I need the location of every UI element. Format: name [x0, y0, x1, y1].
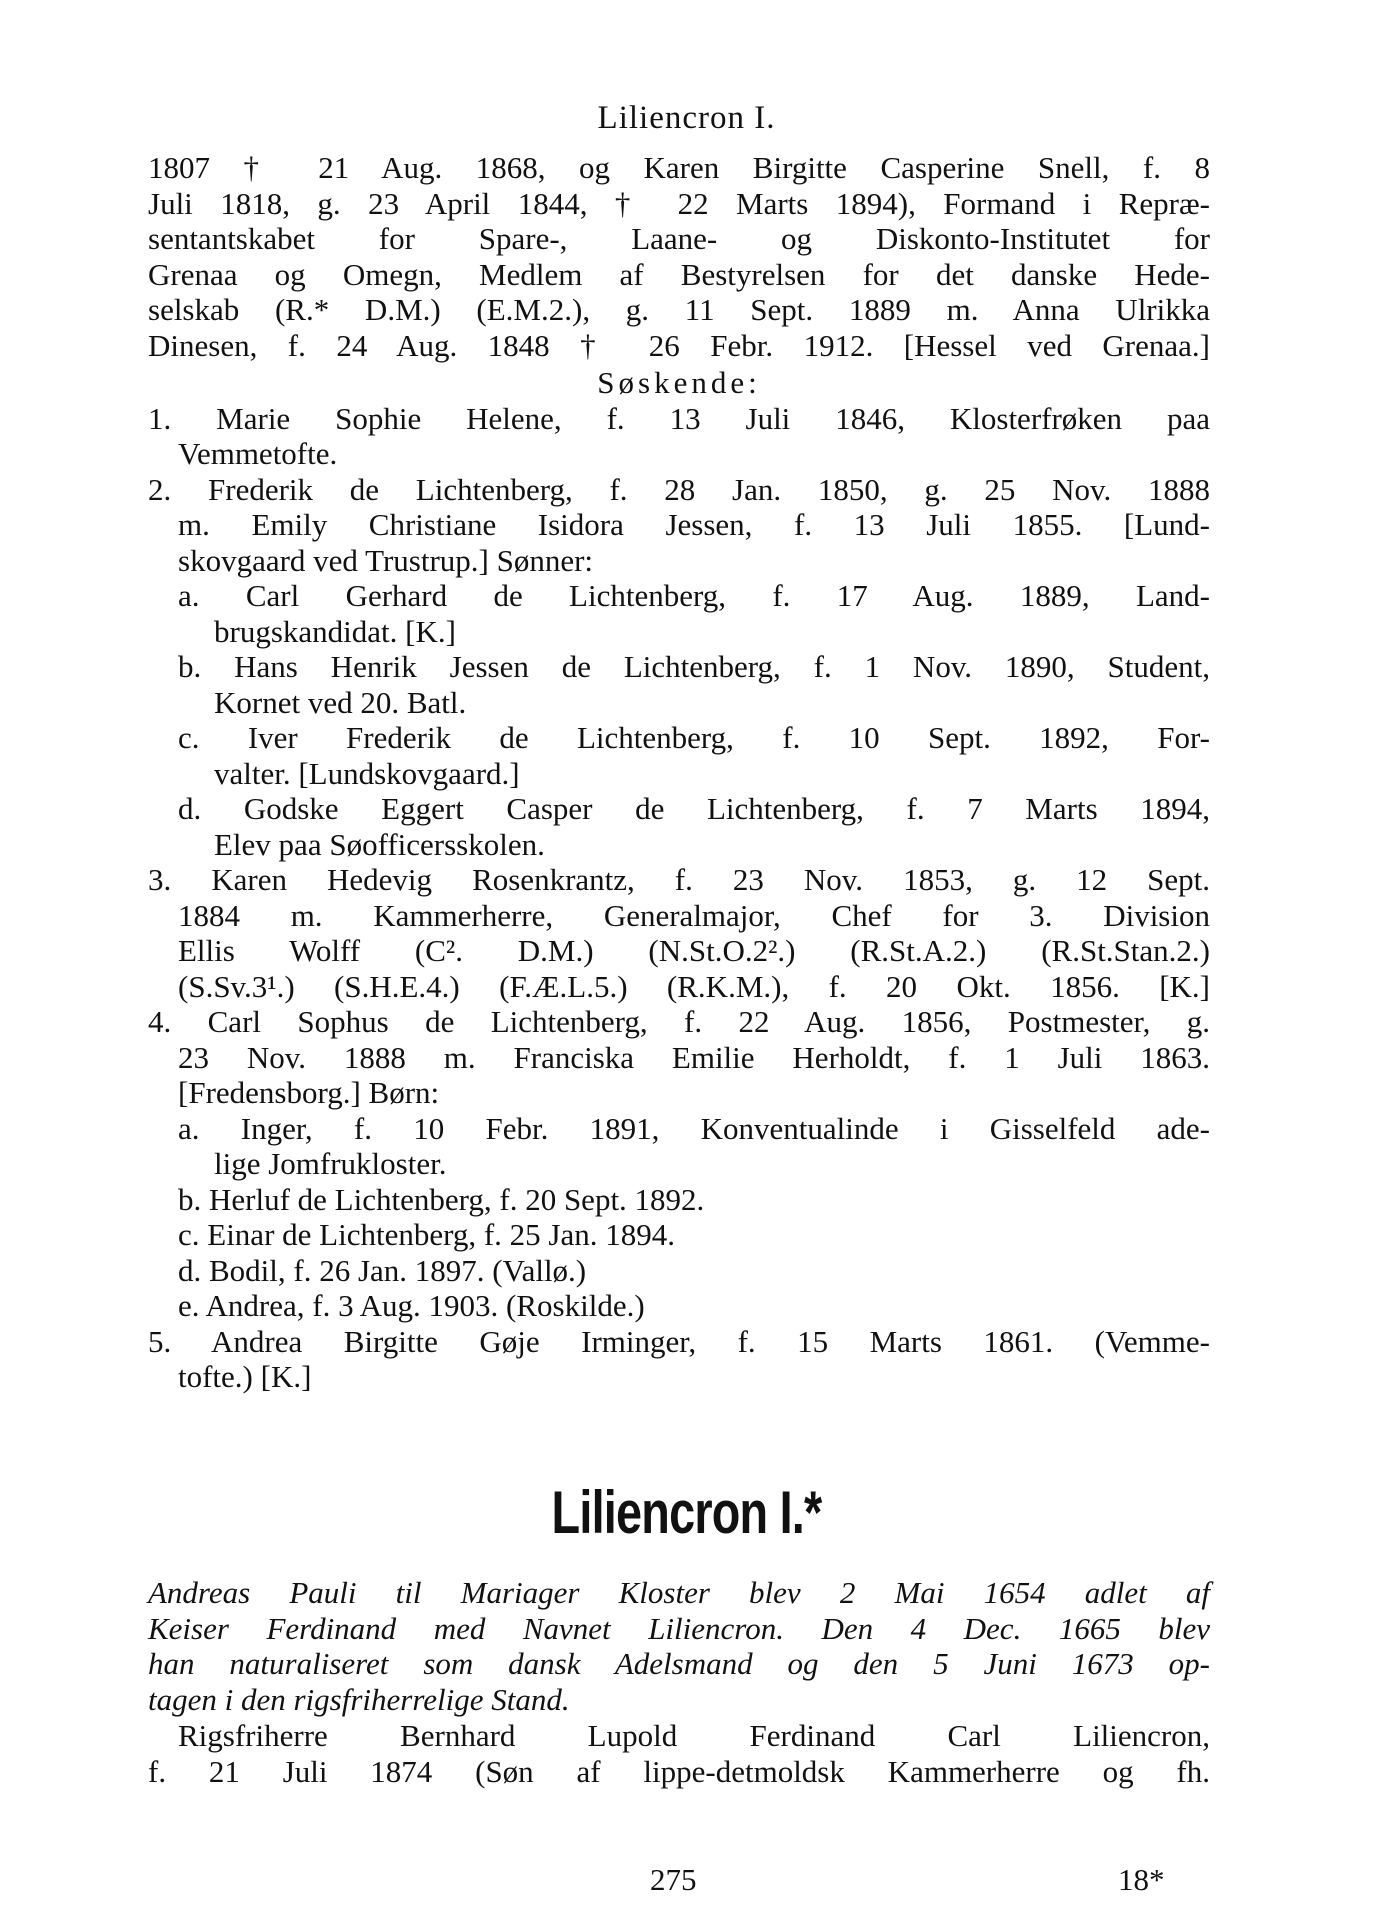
page-number: 275 [650, 1862, 697, 1897]
text-line: Andreas Pauli til Mariager Kloster blev 2 Mai 1654 adlet af [148, 1575, 1210, 1610]
siblings-heading: Søskende: [597, 365, 761, 400]
text-line: 1807 † 21 Aug. 1868, og Karen Birgitte Casperine Snell, f. 8 [148, 150, 1210, 185]
sibling-line: m. Emily Christiane Isidora Jessen, f. 13 Juli 1855. [Lund- [178, 507, 1210, 542]
sibling-line: 1884 m. Kammerherre, Generalmajor, Chef for 3. Division [178, 897, 1210, 933]
text-line: f. 21 Juli 1874 (Søn af lippe-detmoldsk Kammerherre og fh. [148, 1753, 1210, 1789]
sibling-line: Ellis Wolff (C². D.M.) (N.St.O.2².) (R.St.A.2.) (R.St.Stan.2.) [178, 933, 1210, 968]
text-line: Keiser Ferdinand med Navnet Liliencron. Den 4 Dec. 1665 blev [148, 1610, 1210, 1646]
signature-mark: 18* [1118, 1862, 1165, 1897]
child-line: b. Herluf de Lichtenberg, f. 20 Sept. 1892. [178, 1181, 705, 1217]
sibling-line: tofte.) [K.] [178, 1359, 312, 1394]
text-line: Grenaa og Omegn, Medlem af Bestyrelsen for det danske Hede- [148, 256, 1210, 292]
sibling-line: 3. Karen Hedevig Rosenkrantz, f. 23 Nov. 1853, g. 12 Sept. [148, 862, 1210, 897]
sibling-line: 23 Nov. 1888 m. Franciska Emilie Herholdt, f. 1 Juli 1863. [178, 1039, 1210, 1075]
text-line: Rigsfriherre Bernhard Lupold Ferdinand Carl Liliencron, [178, 1718, 1210, 1753]
text-line: tagen i den rigsfriherrelige Stand. [148, 1681, 570, 1717]
child-line: a. Inger, f. 10 Febr. 1891, Konventualinde i Gisselfeld ade- [178, 1110, 1210, 1146]
text-line: selskab (R.* D.M.) (E.M.2.), g. 11 Sept. 1889 m. Anna Ulrikka [148, 292, 1210, 327]
sibling-line: 5. Andrea Birgitte Gøje Irminger, f. 15 Marts 1861. (Vemme- [148, 1323, 1210, 1359]
child-line: c. Einar de Lichtenberg, f. 25 Jan. 1894. [178, 1217, 675, 1252]
child-line: Kornet ved 20. Batl. [214, 684, 467, 720]
section-heading: Liliencron I.* [551, 1479, 822, 1546]
sibling-line: 1. Marie Sophie Helene, f. 13 Juli 1846, Klosterfrøken paa [148, 400, 1210, 436]
child-line: brugskandidat. [K.] [214, 613, 456, 649]
text-line: sentantskabet for Spare-, Laane- og Diskonto-Institutet for [148, 221, 1210, 256]
child-line: d. Godske Eggert Casper de Lichtenberg, f. 7 Marts 1894, [178, 791, 1210, 826]
child-line: Elev paa Søofficersskolen. [214, 826, 545, 862]
sibling-line: (S.Sv.3¹.) (S.H.E.4.) (F.Æ.L.5.) (R.K.M.), f. 20 Okt. 1856. [K.] [178, 968, 1210, 1004]
sibling-line: 2. Frederik de Lichtenberg, f. 28 Jan. 1850, g. 25 Nov. 1888 [148, 471, 1210, 507]
sibling-line: Vemmetofte. [178, 436, 338, 471]
intro-paragraph [148, 150, 1210, 363]
child-line: lige Jomfrukloster. [214, 1146, 447, 1181]
running-head: Liliencron I. [597, 100, 776, 136]
final-paragraph [148, 1718, 1210, 1789]
child-line: valter. [Lundskovgaard.] [214, 755, 520, 791]
text-line: han naturaliseret som dansk Adelsmand og den 5 Juni 1673 op- [148, 1646, 1210, 1681]
sibling-line: 4. Carl Sophus de Lichtenberg, f. 22 Aug. 1856, Postmester, g. [148, 1004, 1210, 1039]
text-line: Dinesen, f. 24 Aug. 1848 † 26 Febr. 1912. [Hessel ved Grenaa.] [148, 327, 1210, 363]
child-line: a. Carl Gerhard de Lichtenberg, f. 17 Aug. 1889, Land- [178, 578, 1210, 613]
child-line: d. Bodil, f. 26 Jan. 1897. (Vallø.) [178, 1252, 587, 1288]
text-line: Juli 1818, g. 23 April 1844, † 22 Marts 1894), Formand i Repræ- [148, 185, 1210, 221]
child-line: e. Andrea, f. 3 Aug. 1903. (Roskilde.) [178, 1288, 645, 1323]
history-paragraph [148, 1575, 1210, 1717]
child-line: c. Iver Frederik de Lichtenberg, f. 10 Sept. 1892, For- [178, 720, 1210, 755]
siblings-section [148, 365, 1210, 1395]
sibling-line: [Fredensborg.] Børn: [178, 1075, 440, 1110]
sibling-line: skovgaard ved Trustrup.] Sønner: [178, 542, 594, 578]
child-line: b. Hans Henrik Jessen de Lichtenberg, f. 1 Nov. 1890, Student, [178, 649, 1210, 684]
